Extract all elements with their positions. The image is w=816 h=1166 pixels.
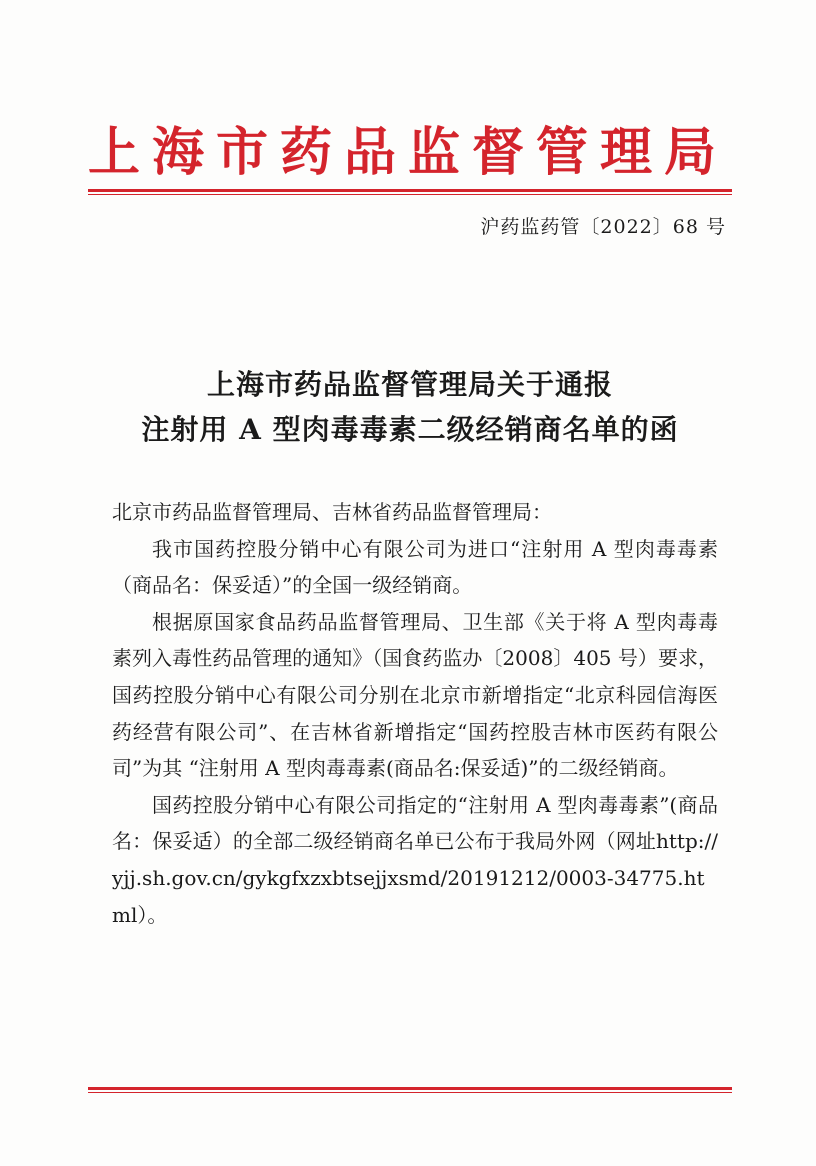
- title-line-2: 注射用 A 型肉毒毒素二级经销商名单的函: [141, 413, 679, 446]
- masthead-title: 上海市药品监督管理局: [88, 122, 729, 183]
- paragraph-3-text: 国药控股分销中心有限公司指定的“注射用 A 型肉毒毒素”(商品名：保妥适）的全部二级经销商名单已公布于我局外网（网址: [112, 792, 718, 854]
- footer-thin-line: [88, 1092, 732, 1093]
- masthead-divider: [88, 189, 732, 195]
- paragraph-3-end: ）。: [137, 902, 168, 927]
- document-body: [112, 494, 718, 933]
- website-url-link[interactable]: http://yjj.sh.gov.cn/gykgfxzxbtsejjxsmd/20191212/0003-34775.html: [112, 829, 718, 927]
- body-paragraph-2: 根据原国家食品药品监督管理局、卫生部《关于将 A 型肉毒毒素列入毒性药品管理的通知》（国食药监办〔2008〕405 号）要求，国药控股分销中心有限公司分别在北京市新增指定“北京科园信海医药经营有限公司”、在吉林省新增指定“国药控股吉林市医药有限公司”为其 “注射用 A 型肉毒毒素(商品名:保妥适)”的二级经销商。: [112, 609, 718, 781]
- document-title: [88, 362, 732, 452]
- body-paragraph-1: 我市国药控股分销中心有限公司为进口“注射用 A 型肉毒毒素（商品名：保妥适）”的全国一级经销商。: [112, 536, 718, 598]
- divider-thin-line: [88, 194, 732, 195]
- recipients-line: 北京市药品监督管理局、吉林省药品监督管理局：: [112, 500, 552, 524]
- document-number: 沪药监药管〔2022〕68 号: [480, 216, 726, 238]
- body-paragraph-3: [112, 787, 718, 933]
- footer-divider: [88, 1087, 732, 1093]
- title-line-1: 上海市药品监督管理局关于通报: [206, 368, 613, 401]
